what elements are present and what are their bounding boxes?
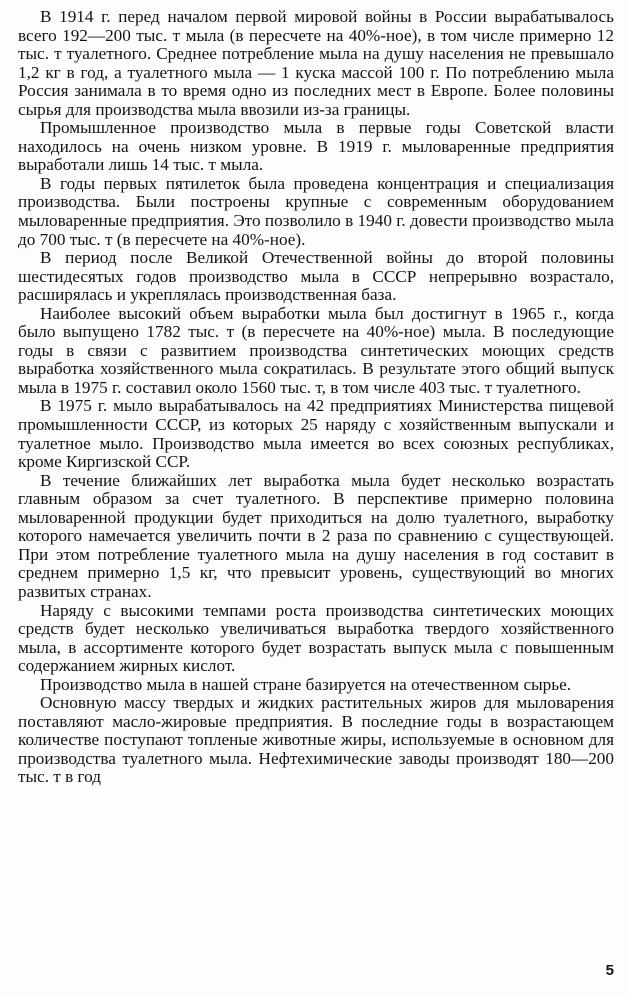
paragraph-household-soap: Наряду с высокими темпами роста производства синтетических моющих средств будет несколько увеличиваться выработка твердого хозяйственного мыла, в ассортименте которого будет возрастать выпуск мыла с повышенным содержанием жирных кислот. bbox=[18, 600, 614, 676]
paragraph-future-outlook: В течение ближайших лет выработка мыла будет несколько возрастать главным образом за счет туалетного. В перспективе примерно половина мыловаренной продукции будет приходиться на долю туалетного, выработку которого намечается увеличить почти в 2 раза по сравнению с существующей. При этом потребление туалетного мыла на душу населения в год составит в среднем примерно 1,5 кг, что превысит уровень, существующий во многих развитых странах. bbox=[18, 470, 614, 601]
paragraph-1975-enterprises: В 1975 г. мыло вырабатывалось на 42 предприятиях Министерства пищевой промышленности СССР, из которых 25 наряду с хозяйственным выпускали и туалетное мыло. Производство мыла имеется во всех союзных республиках, кроме Киргизской ССР. bbox=[18, 396, 614, 472]
paragraph-five-year-plans: В годы первых пятилеток была проведена концентрация и специализация производства. Были построены крупные с современным оборудованием мыловаренные предприятия. Это позволило в 1940 г. довести производство мыла до 700 тыс. т (в пересчете на 40%-ное). bbox=[18, 173, 614, 249]
paragraph-domestic-raw-materials: Производство мыла в нашей стране базируется на отечественном сырье. bbox=[40, 674, 572, 694]
paragraph-postwar-growth: В период после Великой Отечественной войны до второй половины шестидесятых годов производство мыла в СССР непрерывно возрастало, расширялась и укреплялась производственная база. bbox=[18, 248, 614, 305]
paragraph-1965-peak: Наиболее высокий объем выработки мыла был достигнут в 1965 г., когда было выпущено 1782 тыс. т (в пересчете на 40%-ное) мыла. В последующие годы в связи с развитием производства синтетических моющих средств выработка хозяйственного мыла сократилась. В результате этого общий выпуск мыла в 1975 г. составил около 1560 тыс. т, в том числе 403 тыс. т туалетного. bbox=[18, 303, 614, 397]
paragraph-1914-production: В 1914 г. перед началом первой мировой войны в России вырабатывалось всего 192—200 тыс. т мыла (в пересчете на 40%-ное), в том числе примерно 12 тыс. т туалетного. Среднее потребление мыла на душу населения не превышало 1,2 кг в год, а туалетного мыла — 1 куска массой 100 г. По потреблению мыла Россия занимала в то время одно из последних мест в Европе. Более половины сырья для производства мыла ввозили из-за границы. bbox=[18, 7, 614, 119]
page-number: 5 bbox=[605, 962, 614, 979]
body-text bbox=[18, 8, 614, 787]
paragraph-soviet-early-years: Промышленное производство мыла в первые годы Советской власти находилось на очень низком уровне. В 1919 г. мыловаренные предприятия выработали лишь 14 тыс. т мыла. bbox=[18, 118, 614, 175]
paragraph-fat-suppliers: Основную массу твердых и жидких растительных жиров для мыловарения поставляют масло-жировые предприятия. В последние годы в возрастающем количестве поступают топленые животные жиры, используемые в основном для производства туалетного мыла. Нефтехимические заводы производят 180—200 тыс. т в год bbox=[18, 693, 614, 787]
